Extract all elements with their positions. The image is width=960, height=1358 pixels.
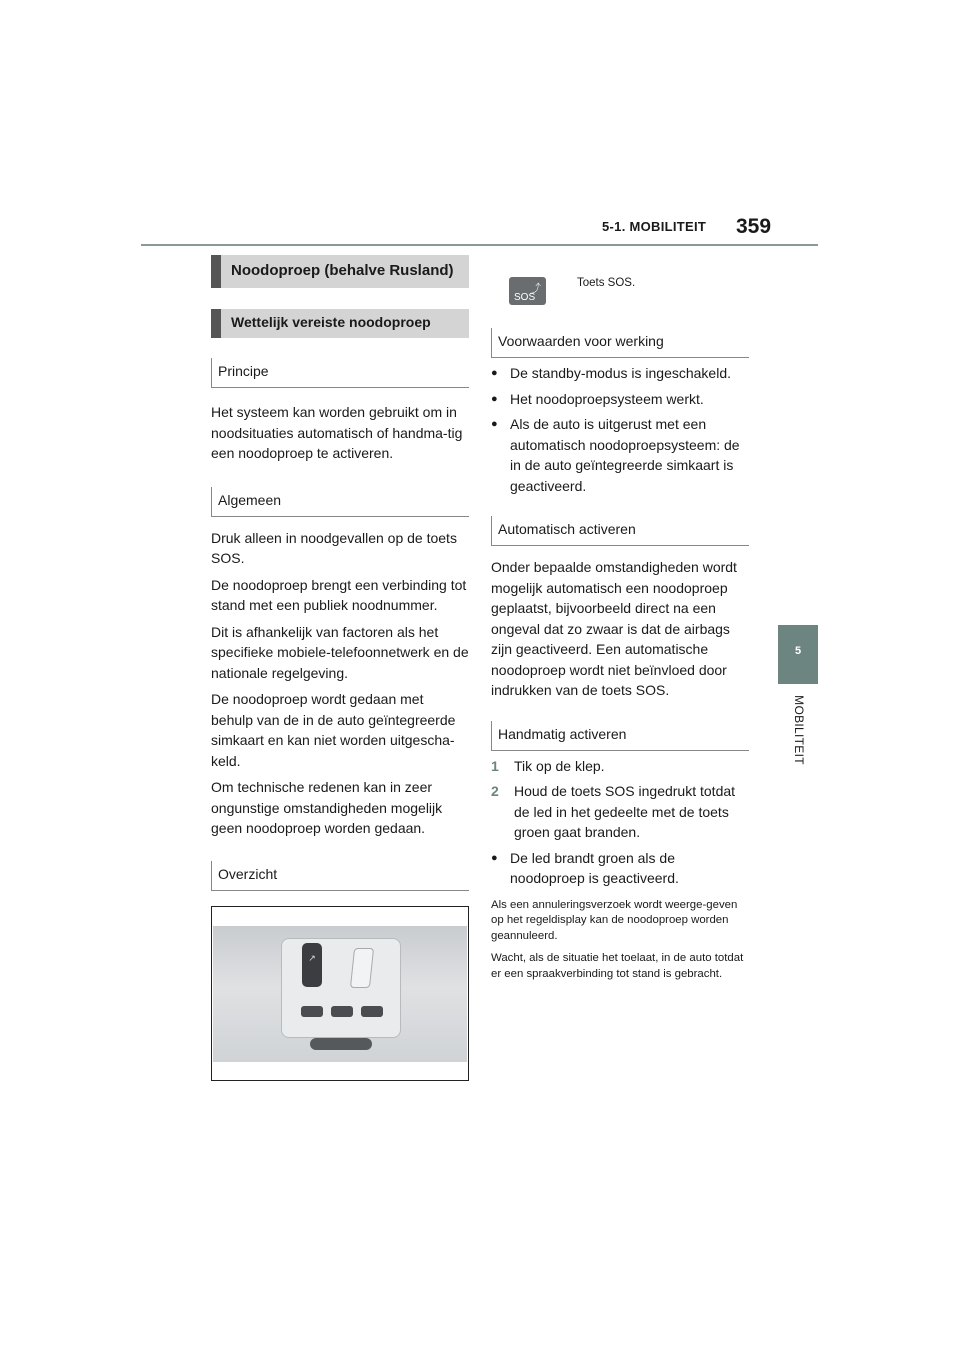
list-item: ● De standby-modus is ingeschakeld. [491, 363, 749, 384]
handmatig-heading: Handmatig activeren [491, 721, 749, 751]
light-switch-icon [301, 1006, 323, 1017]
algemeen-paragraph: De noodoproep brengt een verbinding tot stand met een publiek noodnummer. [211, 576, 467, 613]
list-item: ● Het noodoproepsysteem werkt. [491, 389, 749, 410]
list-item: ● De led brandt groen als de noodoproep is geactiveerd. [491, 848, 749, 889]
chapter-label: MOBILITEIT [792, 695, 806, 765]
sos-button-icon: ↗ [302, 943, 322, 987]
step-item [491, 756, 749, 777]
step-item [491, 781, 749, 843]
step-text: Tik op de klep. [514, 757, 605, 774]
sos-housing [281, 938, 401, 1038]
automatisch-heading: Automatisch activeren [491, 516, 749, 546]
list-item: ● Als de auto is uitgerust met een automatisch noodoproepsysteem: de in de auto geïntegreerde simkaart is geactiveerd. [491, 414, 749, 496]
header-rule [141, 244, 818, 246]
step-text: Houd de toets SOS ingedrukt totdat de led in het gedeelte met de toets groen gaat branden. [514, 783, 736, 840]
right-column [491, 274, 749, 982]
left-column [211, 255, 469, 1081]
chapter-number: 5 [794, 645, 802, 657]
handmatig-result-list [491, 848, 749, 889]
section-title: 5-1. MOBILITEIT [602, 219, 707, 234]
note-text: Als een annuleringsverzoek wordt weerge-geven op het regeldisplay kan de noodoproep worden geannuleerd. [491, 898, 738, 942]
voorwaarden-heading: Voorwaarden voor werking [491, 328, 749, 358]
page-number: 359 [736, 215, 772, 238]
principe-text: Het systeem kan worden gebruikt om in noodsituaties automatisch of handma-tig een noodoproep te activeren. [211, 404, 463, 461]
algemeen-heading: Algemeen [211, 487, 469, 517]
step-number: 1 [491, 757, 499, 774]
algemeen-paragraph: Om technische redenen kan in zeer ongunstige omstandigheden mogelijk geen noodoproep worden gedaan. [211, 779, 443, 836]
chapter-tab [778, 625, 818, 684]
light-switch-row [301, 1006, 383, 1018]
roof-panel [213, 926, 467, 1062]
sos-caption: Toets SOS. [577, 277, 636, 289]
principe-heading: Principe [211, 358, 469, 388]
main-heading: Noodoproep (behalve Rusland) [211, 255, 469, 288]
sos-key-label: SOS [514, 292, 536, 303]
phone-arc-icon: ⤴ [530, 283, 541, 295]
note-text: Wacht, als de situatie het toelaat, in de auto totdat er een spraakverbinding tot stand is gebracht. [491, 952, 744, 980]
sos-key-icon [509, 277, 546, 305]
algemeen-paragraph: Dit is afhankelijk van factoren als het specifieke mobiele-telefoonnetwerk en de nationale regelgeving. [211, 623, 469, 681]
light-switch-icon [361, 1006, 383, 1017]
overhead-console-photo [211, 906, 469, 1081]
handmatig-steps [491, 756, 749, 843]
sos-legend [491, 274, 749, 306]
sub-heading: Wettelijk vereiste noodoproep [211, 309, 469, 338]
algemeen-paragraph: Druk alleen in noodgevallen op de toets SOS. [211, 529, 457, 566]
reading-light-icon [310, 1038, 372, 1050]
overzicht-heading: Overzicht [211, 861, 469, 891]
automatisch-text: Onder bepaalde omstandigheden wordt mogelijk automatisch een noodoproep geplaatst, bijvoorbeeld direct na een ongeval dat zo zwaar is dat de airbags zijn geactiveerd. Een automatische noodoproep wordt niet beïnvloed door indrukken van de toets SOS. [491, 559, 737, 698]
light-switch-icon [331, 1006, 353, 1017]
flap-icon [350, 948, 374, 988]
algemeen-paragraph: De noodoproep wordt gedaan met behulp van de in de auto geïntegreerde simkaart en kan niet worden uitgescha-keld. [211, 691, 456, 769]
step-number: 2 [491, 783, 499, 799]
voorwaarden-list [491, 363, 749, 496]
